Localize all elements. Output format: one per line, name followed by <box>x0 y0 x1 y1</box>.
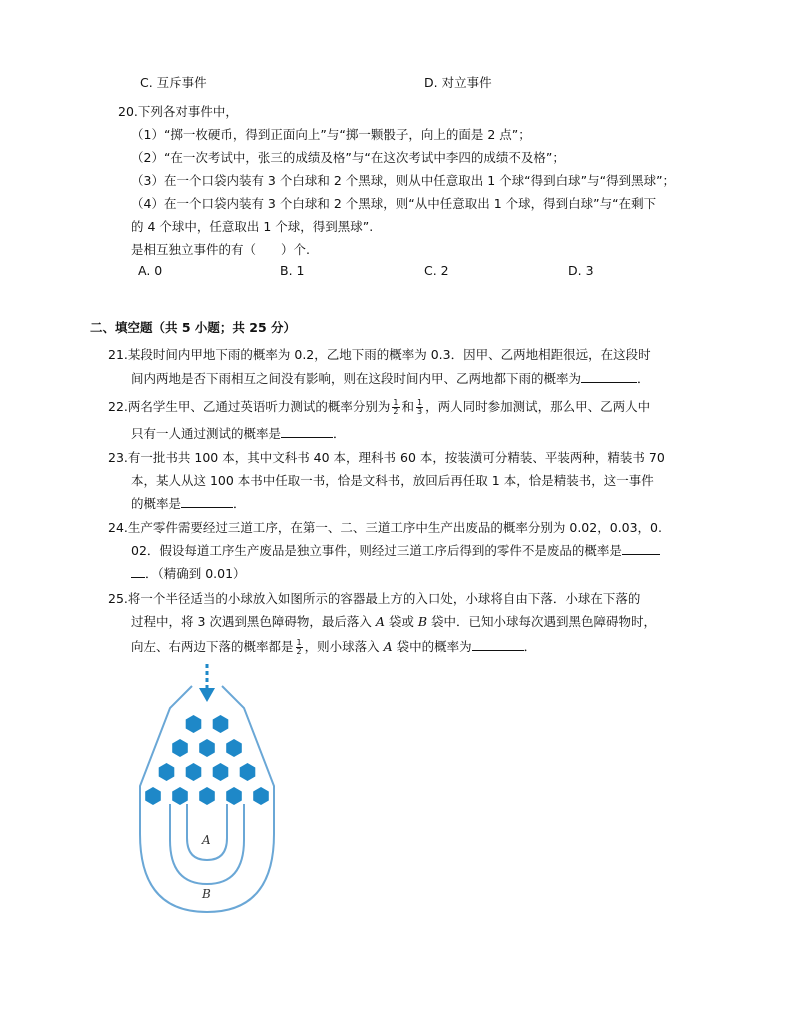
q21-text-1: 某段时间内甲地下雨的概率为 0.2，乙地下雨的概率为 0.3．因甲、乙两地相距很远，在这段时 <box>127 347 651 362</box>
q19-option-c: C. 互斥事件 <box>140 75 207 90</box>
obstacle-group <box>145 715 269 805</box>
q25-text-2c: 袋中．已知小球每次遇到黑色障碍物时， <box>427 614 657 629</box>
q25-end: ． <box>523 639 537 654</box>
q25-text-1: 将一个半径适当的小球放入如图所示的容器最上方的入口处，小球将自由下落．小球在下落的 <box>127 591 641 606</box>
q20-number: 20. <box>118 104 138 119</box>
obstacle-hexagon <box>186 763 202 781</box>
obstacle-hexagon <box>253 787 269 805</box>
bag-a-label: A <box>202 833 211 847</box>
q23-line-1 <box>108 449 665 467</box>
q20-item-3: （3）在一个口袋内装有 3 个白球和 2 个黑球，则从中任意取出 1 个球“得到白球”与“得到黑球”； <box>131 173 676 188</box>
q21-line-1 <box>108 346 651 364</box>
q22-fraction-2 <box>416 399 423 416</box>
q23-answer-blank[interactable] <box>181 495 233 508</box>
q24-text-3: ．（精确到 0.01） <box>145 566 246 581</box>
q25-text-3c: 袋中的概率为 <box>392 639 472 654</box>
q22-and: 和 <box>401 399 415 414</box>
q21-line-2 <box>131 370 650 388</box>
q25-line-2 <box>131 613 656 631</box>
q25-number: 25. <box>108 591 128 606</box>
q23-number: 23. <box>108 450 128 465</box>
q20-item-4-cont: 的 4 个球中，任意取出 1 个球，得到黑球”. <box>131 219 374 234</box>
obstacle-hexagon <box>145 787 161 805</box>
q22-fraction-1 <box>392 399 399 416</box>
q24-text-2: 02．假设每道工序生产废品是独立事件，则经过三道工序后得到的零件不是废品的概率是 <box>131 543 622 558</box>
q24-line-3 <box>131 565 246 583</box>
q20-option-b: B. 1 <box>280 263 305 278</box>
q25-text-3b: ，则小球落入 <box>304 639 384 654</box>
q22-text-2: 只有一人通过测试的概率是 <box>131 426 282 441</box>
q23-line-3 <box>131 495 246 513</box>
q22-line-2 <box>131 425 346 443</box>
inner-wall <box>187 804 227 860</box>
obstacle-hexagon <box>159 763 175 781</box>
obstacle-hexagon <box>226 739 242 757</box>
q25-line-3 <box>131 638 536 656</box>
q22-end: ． <box>333 426 346 441</box>
q20-stem <box>118 103 238 121</box>
q20-item-1: （1）“掷一枚硬币，得到正面向上”与“掷一颗骰子，向上的面是 2 点”； <box>131 127 531 142</box>
obstacle-hexagon <box>213 715 229 733</box>
q23-text-3: 的概率是 <box>131 496 182 511</box>
bag-b-label: B <box>202 887 211 901</box>
obstacle-hexagon <box>199 787 215 805</box>
q25-line-1 <box>108 590 640 608</box>
q20-option-a: A. 0 <box>138 263 163 278</box>
q20-item-2: （2）“在一次考试中，张三的成绩及格”与“在这次考试中李四的成绩不及格”； <box>131 150 565 165</box>
q22-fraction-2-den: 3 <box>417 407 423 416</box>
q24-text-1: 生产零件需要经过三道工序，在第一、二、三道工序中生产出废品的概率分别为 0.02，0.03，0. <box>127 520 662 535</box>
q20-item-4: （4）在一个口袋内装有 3 个白球和 2 个黑球，则“从中任意取出 1 个球，得到白球”与“在剩下 <box>131 196 657 211</box>
q20-option-d: D. 3 <box>568 263 594 278</box>
q25-text-2a: 过程中，将 3 次遇到黑色障碍物，最后落入 <box>131 614 376 629</box>
q25-fraction <box>296 639 303 656</box>
entry-arrow-head <box>199 688 215 702</box>
obstacle-hexagon <box>199 739 215 757</box>
q21-number: 21. <box>108 347 128 362</box>
obstacle-hexagon <box>186 715 202 733</box>
q23-line-2: 本，某人从这 100 本书中任取一书，恰是文科书，放回后再任取 1 本，恰是精装书，这一事件 <box>131 473 654 488</box>
obstacle-hexagon <box>226 787 242 805</box>
section-heading: 二、填空题（共 5 小题；共 25 分） <box>90 320 297 335</box>
q22-answer-blank[interactable] <box>281 425 333 438</box>
q19-option-d: D. 对立事件 <box>424 75 492 90</box>
obstacle-hexagon <box>172 787 188 805</box>
q22-text-post: ，两人同时参加测试，那么甲、乙两人中 <box>425 399 651 414</box>
q22-number: 22. <box>108 399 128 414</box>
q20-stem-text: 下列各对事件中， <box>137 104 238 119</box>
q22-text-pre: 两名学生甲、乙通过英语听力测试的概率分别为 <box>127 399 391 414</box>
q25-fraction-num: 1 <box>296 638 302 647</box>
q24-line-1 <box>108 519 662 537</box>
obstacle-hexagon <box>172 739 188 757</box>
q23-end: ． <box>233 496 246 511</box>
q22-fraction-2-num: 1 <box>417 398 423 407</box>
q24-answer-blank-b[interactable] <box>131 565 145 578</box>
q24-line-2 <box>131 542 660 560</box>
q25-label-a: A <box>375 614 385 629</box>
entry-arrow <box>199 664 215 702</box>
q20-question: 是相互独立事件的有（ ）个. <box>131 242 310 257</box>
container-figure <box>130 658 280 920</box>
q22-fraction-1-den: 2 <box>393 407 399 416</box>
q25-label-a-2: A <box>383 639 393 654</box>
obstacle-hexagon <box>240 763 256 781</box>
q21-answer-blank[interactable] <box>581 370 637 383</box>
q23-text-1: 有一批书共 100 本，其中文科书 40 本，理科书 60 本，按装潢可分精装、平装两种，精装书 70 <box>127 450 665 465</box>
q24-answer-blank-a[interactable] <box>622 542 660 555</box>
obstacle-hexagon <box>213 763 229 781</box>
q25-text-2b: 袋或 <box>384 614 418 629</box>
q22-fraction-1-num: 1 <box>393 398 399 407</box>
q21-text-2: 间内两地是否下雨相互之间没有影响，则在这段时间内甲、乙两地都下雨的概率为 <box>131 371 582 386</box>
q20-option-c: C. 2 <box>424 263 449 278</box>
q25-fraction-den: 2 <box>296 647 302 656</box>
q25-answer-blank[interactable] <box>472 638 524 651</box>
q22-line-1 <box>108 398 650 416</box>
q24-number: 24. <box>108 520 128 535</box>
q21-end: ． <box>637 371 650 386</box>
q25-label-b: B <box>417 614 428 629</box>
q25-text-3a: 向左、右两边下落的概率都是 <box>131 639 294 654</box>
